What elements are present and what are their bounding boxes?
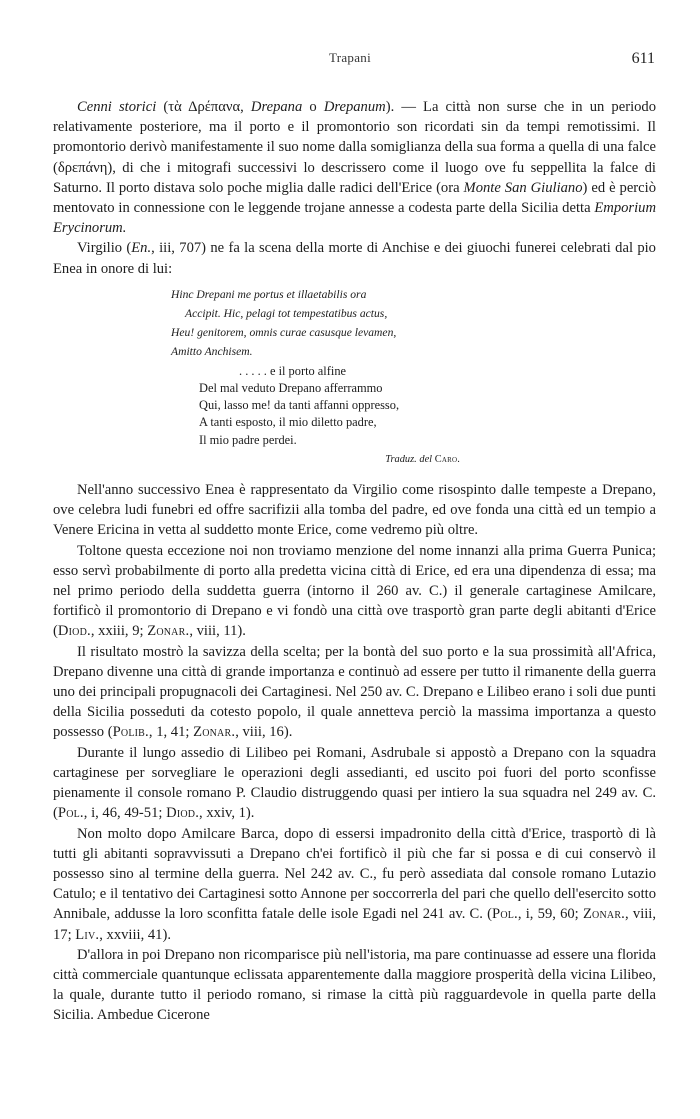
verse-line: Heu! genitorem, omnis curae casusque levamen, (171, 325, 397, 339)
citation-author: Pol. (492, 906, 518, 923)
paragraph-guerra-punica (53, 541, 656, 642)
verse-line: Qui, lasso me! da tanti affanni oppresso, (199, 398, 400, 413)
paragraph-text: , xxiii, 9; (90, 623, 148, 640)
spacer (53, 472, 656, 480)
paragraph-virgilio (53, 238, 656, 278)
paragraph-text: , iii, 707) ne fa la scena della morte di Anchise e dei giuochi funerei celebrati dal pio Enea in onore di lui: (53, 240, 656, 277)
latin-verse-quote (171, 285, 656, 361)
conjunction: o (309, 99, 317, 115)
italic-reference: En. (131, 240, 152, 257)
paragraph-text: Virgilio ( (77, 240, 132, 257)
verse-line: . . . . . e il porto alfine (239, 363, 347, 378)
translation-credit (199, 451, 460, 468)
verse-line: Accipit. Hic, pelagi tot tempestatibus actus, (185, 306, 388, 320)
paragraph-text: Il risultato mostrò la savizza della scelta; per la bontà del suo porto e la sua prossimità all'Africa, Drepano divenne una città di grande importanza e continuò ad essere per tutto il rimanente della guerra uno dei principali propugnacoli dei Cartaginesi. Nel 250 av. C. Drepano e Lilibeo erano i soli due punti della Sicilia posseduti da cotesto popolo, il quale annetteva perciò la massima importanza a questo possesso ( (53, 643, 656, 741)
citation-author: Pol. (57, 805, 84, 822)
paragraph-drepano-florida (53, 945, 656, 1026)
greek-name: (τὰ Δρέπανα, (163, 99, 244, 115)
credit-prefix: Traduz. del (385, 453, 433, 465)
paragraph-text: ) ed è perciò mentovato in connessione con le leggende trojane annesse a codesta parte della Sicilia detta (53, 179, 656, 217)
paragraph-text: D'allora in poi Drepano non ricomparisce più nell'istoria, ma pare continuasse ad essere una florida città commerciale quantunque eclissata apparentemente dalla maggiore prosperità della vicina Lilibeo, la quale, durante tutto il periodo romano, si rimase la città più ragguardevole in quella parte della Sicilia. Ambedue Cicerone (53, 946, 656, 1024)
paragraph-assedio (53, 743, 656, 824)
section-lead-label: Cenni storici (77, 99, 157, 115)
citation-author: Zonar. (193, 724, 236, 741)
citation-author: Liv. (75, 926, 100, 943)
paragraph-text: , viii, 17; (53, 906, 657, 943)
paragraph-text: Durante il lungo assedio di Lilibeo pei Romani, Asdrubale si appostò a Drepano con la squadra cartaginese per sorvegliare le operazioni degli assedianti, ed uscito poi fuori del porto sconfisse pienamente il console romano P. Claudio distruggendo quasi per intiero la sua squadra nel 249 av. C. ( (53, 744, 656, 822)
latin-name-drepana: Drepana (250, 99, 303, 115)
verse-line: Del mal veduto Drepano afferrammo (199, 381, 383, 396)
paragraph-amilcare-barca (53, 824, 656, 945)
page-number: 611 (631, 50, 655, 67)
paragraph-text: Non molto dopo Amilcare Barca, dopo di essersi impadronito della città d'Erice, trasportò di là tutti gli abitanti sopravvissuti a Drepano ch'ei fortificò il più che far si possa e di cui conservò il possesso sino al termine della guerra. Nel 242 av. C., fu però assediata dal console romano Lutazio Catulo; e il tentativo dei Cartaginesi sotto Annone per soccorrerla del pari che quello dell'esercito sotto Annibale, addusse la loro sconfitta fatale delle isole Egadi nel 241 av. C. ( (53, 825, 656, 923)
italic-mountain-name: Monte San Giuliano (463, 179, 583, 196)
latin-name-drepanum: Drepanum (323, 99, 386, 115)
paragraph-text: Toltone questa eccezione noi non troviamo menzione del nome innanzi alla prima Guerra Punica; esso servì probabilmente di porto alla predetta vicina città di Erice, ed era una dipendenza di essa; ma nel primo periodo della suddetta guerra (intorno il 260 av. C.) il generale cartaginese Amilcare, fortificò il promontorio di Drepano e vi fondò una città ove trasportò gran parte degli abitanti d'Erice ( (53, 542, 656, 640)
citation-author: Diod. (57, 623, 91, 640)
citation-author: Zonar. (582, 906, 626, 923)
paragraph-text: ). — La città non surse che in un periodo relativamente posteriore, ma il porto e il promontorio son ricordati sin da tempi remotissimi. Il promontorio derivò manifestamente il suo nome dalla somiglianza della sua forma a quella di una falce (δρεπάνη), di che i mitografi successivi lo descrissero come il luogo ove fu seppellita la falce di Saturno. Il porto distava solo poche miglia dalle radici dell'Erice (ora (53, 99, 657, 196)
verse-line: Amitto Anchisem. (171, 344, 253, 358)
paragraph-cenni-storici (53, 97, 656, 238)
paragraph-text: , i, 46, 49-51; (83, 805, 167, 822)
paragraph-text: , 1, 41; (148, 724, 194, 741)
italian-verse-quote (199, 363, 656, 468)
running-title: Trapani (328, 50, 372, 65)
paragraph-text: , xxviii, 41). (99, 926, 171, 943)
verse-line: A tanti esposto, il mio diletto padre, (199, 415, 377, 430)
paragraph-text: , viii, 16). (235, 724, 293, 741)
verse-line: Hinc Drepani me portus et illaetabilis ora (171, 287, 367, 301)
credit-name: Caro. (434, 453, 460, 465)
italic-emporium-name: Emporium Erycinorum. (53, 200, 656, 237)
paragraph-enea (53, 480, 656, 541)
paragraph-text: Nell'anno successivo Enea è rappresentato da Virgilio come risospinto dalle tempeste a Drepano, ove celebra ludi funebri ed offre sacrifizii alla tomba del padre, ed ove fonda una città ed un tempio a Venere Ericina in vetta al suddetto monte Erice, come vedremo più oltre. (53, 482, 656, 539)
paragraph-text: , i, 59, 60; (517, 906, 583, 923)
paragraph-text: , viii, 11). (189, 623, 246, 640)
paragraph-text: , xxiv, 1). (199, 805, 255, 822)
citation-author: Polib. (112, 724, 149, 741)
body-text (53, 97, 656, 1026)
running-head (0, 50, 700, 70)
citation-author: Diod. (166, 805, 200, 822)
citation-author: Zonar. (147, 623, 190, 640)
paragraph-risultato (53, 642, 656, 743)
verse-line: Il mio padre perdei. (199, 432, 297, 447)
